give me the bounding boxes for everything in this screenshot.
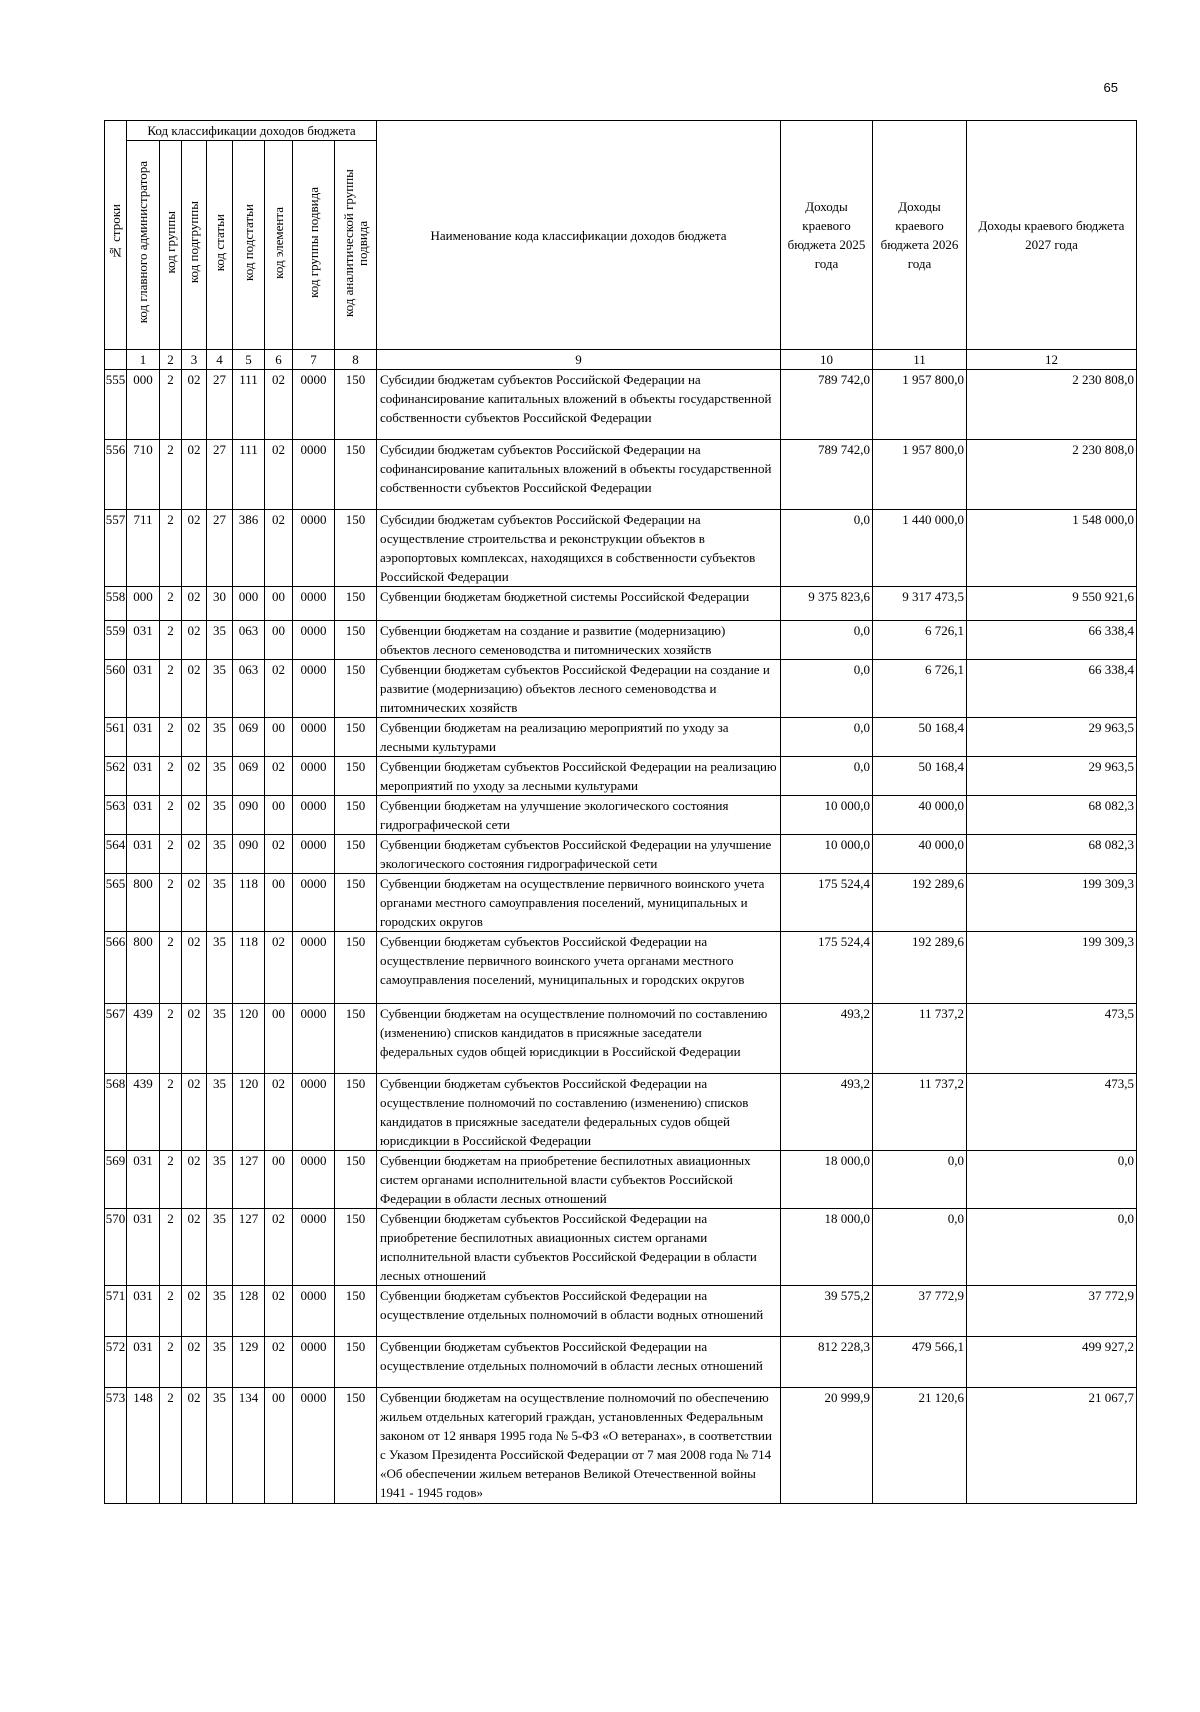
analytic-group-code: 150 — [335, 1209, 377, 1286]
group-code: 2 — [160, 932, 182, 1004]
subarticle-code: 127 — [233, 1209, 265, 1286]
table-row — [105, 440, 1137, 510]
subgroup-code: 02 — [182, 718, 207, 757]
group-code: 2 — [160, 796, 182, 835]
income-2026: 11 737,2 — [873, 1004, 967, 1074]
article-code: 27 — [207, 370, 233, 440]
element-code: 02 — [265, 1209, 293, 1286]
analytic-group-code: 150 — [335, 440, 377, 510]
article-code: 35 — [207, 757, 233, 796]
income-2027: 199 309,3 — [967, 932, 1137, 1004]
element-code: 02 — [265, 510, 293, 587]
income-name: Субвенции бюджетам на осуществление полномочий по обеспечению жильем отдельных категорий граждан, установленных Федеральным законом от 12 января 1995 года № 5-ФЗ «О ветеранах», в соответствии с Указом Президента Российской Федерации от 7 мая 2008 года № 714 «Об обеспечении жильем ветеранов Великой Отечественной войны 1941 - 1945 годов» — [377, 1388, 781, 1504]
subarticle-code: 090 — [233, 796, 265, 835]
income-2025: 789 742,0 — [781, 440, 873, 510]
income-2026: 6 726,1 — [873, 660, 967, 718]
column-number: 8 — [335, 350, 377, 370]
admin-code: 031 — [127, 1337, 160, 1388]
article-code: 35 — [207, 718, 233, 757]
income-2027: 68 082,3 — [967, 796, 1137, 835]
subtype-group-code: 0000 — [293, 874, 335, 932]
income-2025: 789 742,0 — [781, 370, 873, 440]
income-name: Субсидии бюджетам субъектов Российской Федерации на софинансирование капитальных вложений в объекты государственной собственности субъектов Российской Федерации — [377, 440, 781, 510]
table-row — [105, 835, 1137, 874]
subarticle-code: 128 — [233, 1286, 265, 1337]
column-number: 11 — [873, 350, 967, 370]
group-code: 2 — [160, 1209, 182, 1286]
subtype-group-code: 0000 — [293, 1074, 335, 1151]
group-code: 2 — [160, 1151, 182, 1209]
income-2025: 0,0 — [781, 660, 873, 718]
column-number-row — [105, 350, 1137, 370]
element-code: 02 — [265, 835, 293, 874]
analytic-group-code: 150 — [335, 660, 377, 718]
admin-code: 710 — [127, 440, 160, 510]
income-2025: 493,2 — [781, 1004, 873, 1074]
income-2027: 29 963,5 — [967, 757, 1137, 796]
analytic-group-code: 150 — [335, 1286, 377, 1337]
article-code: 35 — [207, 1209, 233, 1286]
article-code: 35 — [207, 1337, 233, 1388]
income-2025: 0,0 — [781, 718, 873, 757]
income-name: Субвенции бюджетам субъектов Российской Федерации на осуществление отдельных полномочий в области лесных отношений — [377, 1337, 781, 1388]
article-code: 27 — [207, 510, 233, 587]
element-code: 02 — [265, 932, 293, 1004]
group-code: 2 — [160, 660, 182, 718]
table-row — [105, 510, 1137, 587]
article-code: 35 — [207, 874, 233, 932]
header-admin-code: код главного администратора — [127, 141, 160, 350]
header-income-2025: Доходы краевого бюджета 2025 года — [781, 121, 873, 350]
admin-code: 031 — [127, 1286, 160, 1337]
income-2026: 479 566,1 — [873, 1337, 967, 1388]
subgroup-code: 02 — [182, 1337, 207, 1388]
subgroup-code: 02 — [182, 1286, 207, 1337]
income-2027: 68 082,3 — [967, 835, 1137, 874]
subgroup-code: 02 — [182, 440, 207, 510]
row-number: 555 — [105, 370, 127, 440]
income-2027: 66 338,4 — [967, 660, 1137, 718]
subarticle-code: 063 — [233, 660, 265, 718]
table-row — [105, 1337, 1137, 1388]
table-row — [105, 1151, 1137, 1209]
table-row — [105, 796, 1137, 835]
income-2027: 66 338,4 — [967, 621, 1137, 660]
row-number: 564 — [105, 835, 127, 874]
admin-code: 800 — [127, 874, 160, 932]
article-code: 35 — [207, 660, 233, 718]
column-number: 4 — [207, 350, 233, 370]
subgroup-code: 02 — [182, 874, 207, 932]
header-income-2027: Доходы краевого бюджета 2027 года — [967, 121, 1137, 350]
element-code: 00 — [265, 718, 293, 757]
column-number: 2 — [160, 350, 182, 370]
article-code: 35 — [207, 1151, 233, 1209]
row-number: 558 — [105, 587, 127, 621]
subgroup-code: 02 — [182, 1074, 207, 1151]
income-name: Субвенции бюджетам субъектов Российской Федерации на приобретение беспилотных авиационных систем органами исполнительной власти субъектов Российской Федерации в области лесных отношений — [377, 1209, 781, 1286]
income-name: Субвенции бюджетам на приобретение беспилотных авиационных систем органами исполнительной власти субъектов Российской Федерации в области лесных отношений — [377, 1151, 781, 1209]
column-number: 5 — [233, 350, 265, 370]
admin-code: 148 — [127, 1388, 160, 1504]
subtype-group-code: 0000 — [293, 932, 335, 1004]
subtype-group-code: 0000 — [293, 1337, 335, 1388]
article-code: 30 — [207, 587, 233, 621]
subtype-group-code: 0000 — [293, 835, 335, 874]
row-number: 560 — [105, 660, 127, 718]
article-code: 35 — [207, 835, 233, 874]
subtype-group-code: 0000 — [293, 757, 335, 796]
group-code: 2 — [160, 1286, 182, 1337]
income-2027: 1 548 000,0 — [967, 510, 1137, 587]
header-group-code: код группы — [160, 141, 182, 350]
subtype-group-code: 0000 — [293, 1286, 335, 1337]
income-name: Субвенции бюджетам субъектов Российской Федерации на создание и развитие (модернизацию) объектов лесного семеноводства и питомнических хозяйств — [377, 660, 781, 718]
table-row — [105, 1286, 1137, 1337]
column-number: 9 — [377, 350, 781, 370]
income-2026: 192 289,6 — [873, 874, 967, 932]
group-code: 2 — [160, 1388, 182, 1504]
header-subtype-group-code: код группы подвида — [293, 141, 335, 350]
page-number: 65 — [1103, 80, 1118, 95]
admin-code: 031 — [127, 1151, 160, 1209]
subarticle-code: 127 — [233, 1151, 265, 1209]
income-name: Субвенции бюджетам субъектов Российской Федерации на реализацию мероприятий по уходу за лесными культурами — [377, 757, 781, 796]
group-code: 2 — [160, 1004, 182, 1074]
income-name: Субвенции бюджетам субъектов Российской Федерации на осуществление отдельных полномочий в области водных отношений — [377, 1286, 781, 1337]
admin-code: 711 — [127, 510, 160, 587]
subgroup-code: 02 — [182, 660, 207, 718]
subtype-group-code: 0000 — [293, 621, 335, 660]
element-code: 00 — [265, 587, 293, 621]
income-name: Субвенции бюджетам на осуществление полномочий по составлению (изменению) списков кандидатов в присяжные заседатели федеральных судов общей юрисдикции в Российской Федерации — [377, 1004, 781, 1074]
header-subgroup-code: код подгруппы — [182, 141, 207, 350]
admin-code: 031 — [127, 660, 160, 718]
table-row — [105, 1209, 1137, 1286]
analytic-group-code: 150 — [335, 621, 377, 660]
subgroup-code: 02 — [182, 621, 207, 660]
article-code: 27 — [207, 440, 233, 510]
subarticle-code: 069 — [233, 718, 265, 757]
subarticle-code: 118 — [233, 874, 265, 932]
header-name: Наименование кода классификации доходов бюджета — [377, 121, 781, 350]
income-2025: 10 000,0 — [781, 796, 873, 835]
column-number: 10 — [781, 350, 873, 370]
subgroup-code: 02 — [182, 1004, 207, 1074]
income-2025: 175 524,4 — [781, 932, 873, 1004]
income-2025: 812 228,3 — [781, 1337, 873, 1388]
element-code: 02 — [265, 1286, 293, 1337]
header-classification-group: Код классификации доходов бюджета — [127, 121, 377, 141]
article-code: 35 — [207, 1004, 233, 1074]
income-2026: 1 957 800,0 — [873, 440, 967, 510]
column-number: 3 — [182, 350, 207, 370]
subtype-group-code: 0000 — [293, 440, 335, 510]
header-element-code: код элемента — [265, 141, 293, 350]
subtype-group-code: 0000 — [293, 718, 335, 757]
element-code: 00 — [265, 1388, 293, 1504]
analytic-group-code: 150 — [335, 1337, 377, 1388]
analytic-group-code: 150 — [335, 510, 377, 587]
element-code: 00 — [265, 1151, 293, 1209]
income-2026: 50 168,4 — [873, 757, 967, 796]
income-2027: 473,5 — [967, 1004, 1137, 1074]
group-code: 2 — [160, 621, 182, 660]
subarticle-code: 134 — [233, 1388, 265, 1504]
income-2026: 9 317 473,5 — [873, 587, 967, 621]
row-number: 563 — [105, 796, 127, 835]
subarticle-code: 090 — [233, 835, 265, 874]
analytic-group-code: 150 — [335, 932, 377, 1004]
analytic-group-code: 150 — [335, 835, 377, 874]
element-code: 00 — [265, 621, 293, 660]
subarticle-code: 111 — [233, 440, 265, 510]
column-number: 12 — [967, 350, 1137, 370]
group-code: 2 — [160, 1074, 182, 1151]
group-code: 2 — [160, 757, 182, 796]
table-row — [105, 587, 1137, 621]
row-number: 573 — [105, 1388, 127, 1504]
income-2026: 6 726,1 — [873, 621, 967, 660]
subgroup-code: 02 — [182, 757, 207, 796]
group-code: 2 — [160, 370, 182, 440]
income-2027: 21 067,7 — [967, 1388, 1137, 1504]
income-2025: 20 999,9 — [781, 1388, 873, 1504]
table-row — [105, 932, 1137, 1004]
group-code: 2 — [160, 835, 182, 874]
subarticle-code: 120 — [233, 1074, 265, 1151]
subarticle-code: 386 — [233, 510, 265, 587]
row-number: 571 — [105, 1286, 127, 1337]
article-code: 35 — [207, 796, 233, 835]
income-2027: 2 230 808,0 — [967, 440, 1137, 510]
row-number: 565 — [105, 874, 127, 932]
subtype-group-code: 0000 — [293, 1004, 335, 1074]
group-code: 2 — [160, 1337, 182, 1388]
subgroup-code: 02 — [182, 587, 207, 621]
income-name: Субсидии бюджетам субъектов Российской Федерации на софинансирование капитальных вложений в объекты государственной собственности субъектов Российской Федерации — [377, 370, 781, 440]
income-2025: 10 000,0 — [781, 835, 873, 874]
analytic-group-code: 150 — [335, 587, 377, 621]
subtype-group-code: 0000 — [293, 1388, 335, 1504]
income-2026: 0,0 — [873, 1151, 967, 1209]
analytic-group-code: 150 — [335, 757, 377, 796]
subarticle-code: 069 — [233, 757, 265, 796]
header-article-code: код статьи — [207, 141, 233, 350]
income-2026: 21 120,6 — [873, 1388, 967, 1504]
element-code: 02 — [265, 1337, 293, 1388]
group-code: 2 — [160, 440, 182, 510]
subgroup-code: 02 — [182, 835, 207, 874]
article-code: 35 — [207, 932, 233, 1004]
income-2025: 0,0 — [781, 757, 873, 796]
element-code: 00 — [265, 1004, 293, 1074]
row-number: 562 — [105, 757, 127, 796]
admin-code: 031 — [127, 621, 160, 660]
admin-code: 800 — [127, 932, 160, 1004]
table-row — [105, 718, 1137, 757]
income-name: Субвенции бюджетам субъектов Российской Федерации на улучшение экологического состояния гидрографической сети — [377, 835, 781, 874]
admin-code: 000 — [127, 370, 160, 440]
group-code: 2 — [160, 510, 182, 587]
row-number: 567 — [105, 1004, 127, 1074]
income-2026: 40 000,0 — [873, 835, 967, 874]
income-2027: 473,5 — [967, 1074, 1137, 1151]
subgroup-code: 02 — [182, 1388, 207, 1504]
row-number: 559 — [105, 621, 127, 660]
subarticle-code: 111 — [233, 370, 265, 440]
element-code: 02 — [265, 440, 293, 510]
admin-code: 000 — [127, 587, 160, 621]
article-code: 35 — [207, 1388, 233, 1504]
column-number: 7 — [293, 350, 335, 370]
subtype-group-code: 0000 — [293, 796, 335, 835]
row-number: 566 — [105, 932, 127, 1004]
group-code: 2 — [160, 874, 182, 932]
subtype-group-code: 0000 — [293, 370, 335, 440]
analytic-group-code: 150 — [335, 718, 377, 757]
subarticle-code: 000 — [233, 587, 265, 621]
subtype-group-code: 0000 — [293, 587, 335, 621]
subarticle-code: 063 — [233, 621, 265, 660]
table-row — [105, 874, 1137, 932]
column-number: 1 — [127, 350, 160, 370]
table-row — [105, 1074, 1137, 1151]
subgroup-code: 02 — [182, 1209, 207, 1286]
income-2025: 493,2 — [781, 1074, 873, 1151]
subgroup-code: 02 — [182, 510, 207, 587]
subgroup-code: 02 — [182, 932, 207, 1004]
element-code: 00 — [265, 874, 293, 932]
income-name: Субвенции бюджетам субъектов Российской Федерации на осуществление первичного воинского учета органами местного самоуправления поселений, муниципальных и городских округов — [377, 932, 781, 1004]
subarticle-code: 129 — [233, 1337, 265, 1388]
group-code: 2 — [160, 587, 182, 621]
column-number: 6 — [265, 350, 293, 370]
table-row — [105, 621, 1137, 660]
element-code: 02 — [265, 660, 293, 718]
income-2026: 1 440 000,0 — [873, 510, 967, 587]
table-body — [105, 350, 1137, 1504]
table-row — [105, 370, 1137, 440]
row-number: 572 — [105, 1337, 127, 1388]
income-2026: 11 737,2 — [873, 1074, 967, 1151]
income-2027: 199 309,3 — [967, 874, 1137, 932]
income-2027: 29 963,5 — [967, 718, 1137, 757]
admin-code: 439 — [127, 1004, 160, 1074]
analytic-group-code: 150 — [335, 1004, 377, 1074]
income-name: Субвенции бюджетам субъектов Российской Федерации на осуществление полномочий по составлению (изменению) списков кандидатов в присяжные заседатели федеральных судов общей юрисдикции в Российской Федерации — [377, 1074, 781, 1151]
income-name: Субсидии бюджетам субъектов Российской Федерации на осуществление строительства и реконструкции объектов в аэропортовых комплексах, находящихся в собственности субъектов Российской Федерации — [377, 510, 781, 587]
element-code: 02 — [265, 757, 293, 796]
header-row-group — [105, 121, 1137, 141]
element-code: 02 — [265, 1074, 293, 1151]
admin-code: 031 — [127, 835, 160, 874]
income-2025: 39 575,2 — [781, 1286, 873, 1337]
income-name: Субвенции бюджетам на улучшение экологического состояния гидрографической сети — [377, 796, 781, 835]
income-name: Субвенции бюджетам на реализацию мероприятий по уходу за лесными культурами — [377, 718, 781, 757]
subgroup-code: 02 — [182, 1151, 207, 1209]
header-analytic-group-code: код аналитической группы подвида — [335, 141, 377, 350]
income-name: Субвенции бюджетам на осуществление первичного воинского учета органами местного самоуправления поселений, муниципальных и городских округов — [377, 874, 781, 932]
element-code: 02 — [265, 370, 293, 440]
income-2025: 175 524,4 — [781, 874, 873, 932]
budget-income-table — [104, 120, 1137, 1504]
admin-code: 031 — [127, 718, 160, 757]
income-2025: 18 000,0 — [781, 1209, 873, 1286]
row-number: 561 — [105, 718, 127, 757]
income-2027: 9 550 921,6 — [967, 587, 1137, 621]
subarticle-code: 120 — [233, 1004, 265, 1074]
element-code: 00 — [265, 796, 293, 835]
table-row — [105, 757, 1137, 796]
subgroup-code: 02 — [182, 370, 207, 440]
analytic-group-code: 150 — [335, 874, 377, 932]
article-code: 35 — [207, 621, 233, 660]
header-income-2026: Доходы краевого бюджета 2026 года — [873, 121, 967, 350]
table-row — [105, 1388, 1137, 1504]
header-row-no: № строки — [105, 121, 127, 350]
income-2027: 0,0 — [967, 1151, 1137, 1209]
admin-code: 031 — [127, 757, 160, 796]
admin-code: 439 — [127, 1074, 160, 1151]
income-2027: 499 927,2 — [967, 1337, 1137, 1388]
group-code: 2 — [160, 718, 182, 757]
subtype-group-code: 0000 — [293, 660, 335, 718]
row-number: 569 — [105, 1151, 127, 1209]
table-row — [105, 1004, 1137, 1074]
income-2027: 2 230 808,0 — [967, 370, 1137, 440]
income-2026: 192 289,6 — [873, 932, 967, 1004]
income-2026: 50 168,4 — [873, 718, 967, 757]
admin-code: 031 — [127, 796, 160, 835]
row-number: 557 — [105, 510, 127, 587]
article-code: 35 — [207, 1074, 233, 1151]
income-2026: 37 772,9 — [873, 1286, 967, 1337]
analytic-group-code: 150 — [335, 370, 377, 440]
subtype-group-code: 0000 — [293, 1209, 335, 1286]
income-2025: 18 000,0 — [781, 1151, 873, 1209]
income-2027: 0,0 — [967, 1209, 1137, 1286]
analytic-group-code: 150 — [335, 1388, 377, 1504]
subtype-group-code: 0000 — [293, 510, 335, 587]
analytic-group-code: 150 — [335, 1074, 377, 1151]
row-number: 568 — [105, 1074, 127, 1151]
subtype-group-code: 0000 — [293, 1151, 335, 1209]
income-2025: 9 375 823,6 — [781, 587, 873, 621]
income-2025: 0,0 — [781, 510, 873, 587]
analytic-group-code: 150 — [335, 796, 377, 835]
article-code: 35 — [207, 1286, 233, 1337]
analytic-group-code: 150 — [335, 1151, 377, 1209]
income-name: Субвенции бюджетам на создание и развитие (модернизацию) объектов лесного семеноводства и питомнических хозяйств — [377, 621, 781, 660]
income-name: Субвенции бюджетам бюджетной системы Российской Федерации — [377, 587, 781, 621]
income-2026: 0,0 — [873, 1209, 967, 1286]
income-2026: 40 000,0 — [873, 796, 967, 835]
subarticle-code: 118 — [233, 932, 265, 1004]
income-2025: 0,0 — [781, 621, 873, 660]
row-number: 570 — [105, 1209, 127, 1286]
row-number: 556 — [105, 440, 127, 510]
subgroup-code: 02 — [182, 796, 207, 835]
admin-code: 031 — [127, 1209, 160, 1286]
income-2027: 37 772,9 — [967, 1286, 1137, 1337]
income-2026: 1 957 800,0 — [873, 370, 967, 440]
table-row — [105, 660, 1137, 718]
header-subarticle-code: код подстатьи — [233, 141, 265, 350]
